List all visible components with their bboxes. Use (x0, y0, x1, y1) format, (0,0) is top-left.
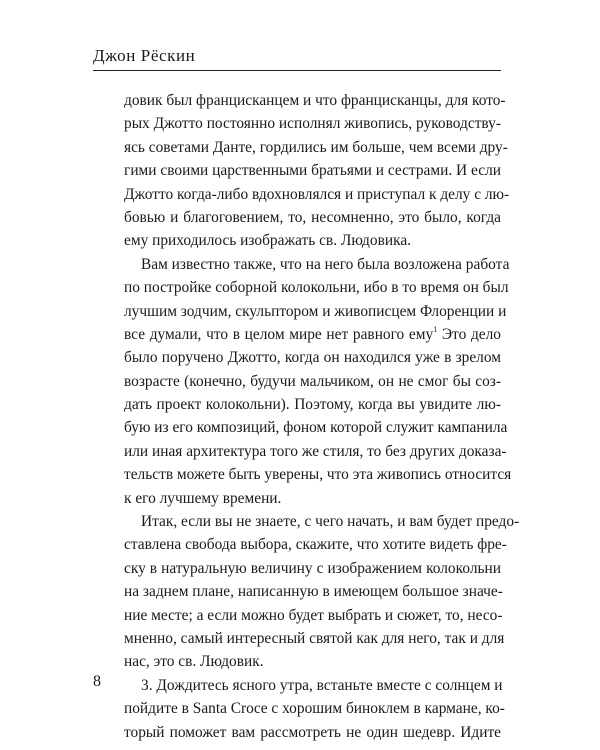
text-line: бовью и благоговением, то, несомненно, это было, когда (124, 208, 501, 226)
text-line: довик был францисканцем и что францисканцы, для кото- (124, 92, 506, 109)
text-line: ставлена свобода выбора, скажите, что хотите видеть фре- (124, 536, 507, 554)
text-line: было поручено Джотто, когда он находился уже в зрелом (124, 349, 501, 367)
page-number: 8 (93, 673, 101, 690)
text-line: на заднем плане, написанную в имеющем большое значе- (124, 583, 503, 601)
text-line: мненно, самый интересный святой как для него, так и для (124, 629, 505, 647)
running-head-author: Джон Рёскин (93, 46, 196, 65)
text-line: пойдите в Santa Croce с хорошим биноклем в кармане, ко- (124, 700, 505, 718)
text-line: ему приходилось изображать св. Людовика. (124, 232, 412, 250)
text-line: рых Джотто постоянно исполнял живопись, руководству- (124, 115, 501, 133)
text-line: тельств можете быть уверены, что эта живопись относится (124, 466, 512, 484)
text-line: ску в натуральную величину с изображением колокольни (124, 559, 501, 577)
text-line: торый поможет вам рассмотреть не один шедевр. Идите (124, 723, 501, 741)
text-line: Вам известно также, что на него была возложена работа (141, 255, 510, 273)
text-segment: Это дело (437, 325, 501, 343)
text-line: Итак, если вы не знаете, с чего начать, и вам будет предо- (141, 513, 520, 531)
text-line: лучшим зодчим, скульптором и живописцем Флоренции и (124, 302, 507, 320)
text-line: по постройке соборной колокольни, ибо в то время он был (124, 279, 509, 297)
text-line: 3. Дождитесь ясного утра, встаньте вместе с солнцем и (141, 676, 503, 694)
text-line: ясь советами Данте, гордились им больше, чем всеми дру- (124, 138, 508, 156)
text-line: Джотто когда-либо вдохновлялся и приступал к делу с лю- (124, 185, 510, 203)
text-line-with-footnote (124, 323, 501, 346)
text-line: бую из его композиций, фоном которой служит кампанила (124, 419, 508, 437)
text-line: нас, это св. Людовик. (124, 653, 264, 671)
text-line: дать проект колокольни). Поэтому, когда вы увидите лю- (124, 396, 501, 414)
text-line: к его лучшему времени. (124, 489, 282, 507)
text-line: или иная архитектура того же стиля, то без других доказа- (124, 442, 507, 460)
text-line: возрасте (конечно, будучи мальчиком, он не смог бы соз- (124, 372, 501, 390)
text-line: ние месте; а если можно будет выбрать и сюжет, то, несо- (124, 606, 503, 624)
header-rule (93, 70, 501, 71)
footnote-marker: 1 (433, 324, 438, 334)
text-line: гими своими царственными братьями и сестрами. И если (124, 162, 501, 180)
text-segment: все думали, что в целом мире нет равного ему (124, 325, 434, 343)
body-text (124, 89, 520, 744)
